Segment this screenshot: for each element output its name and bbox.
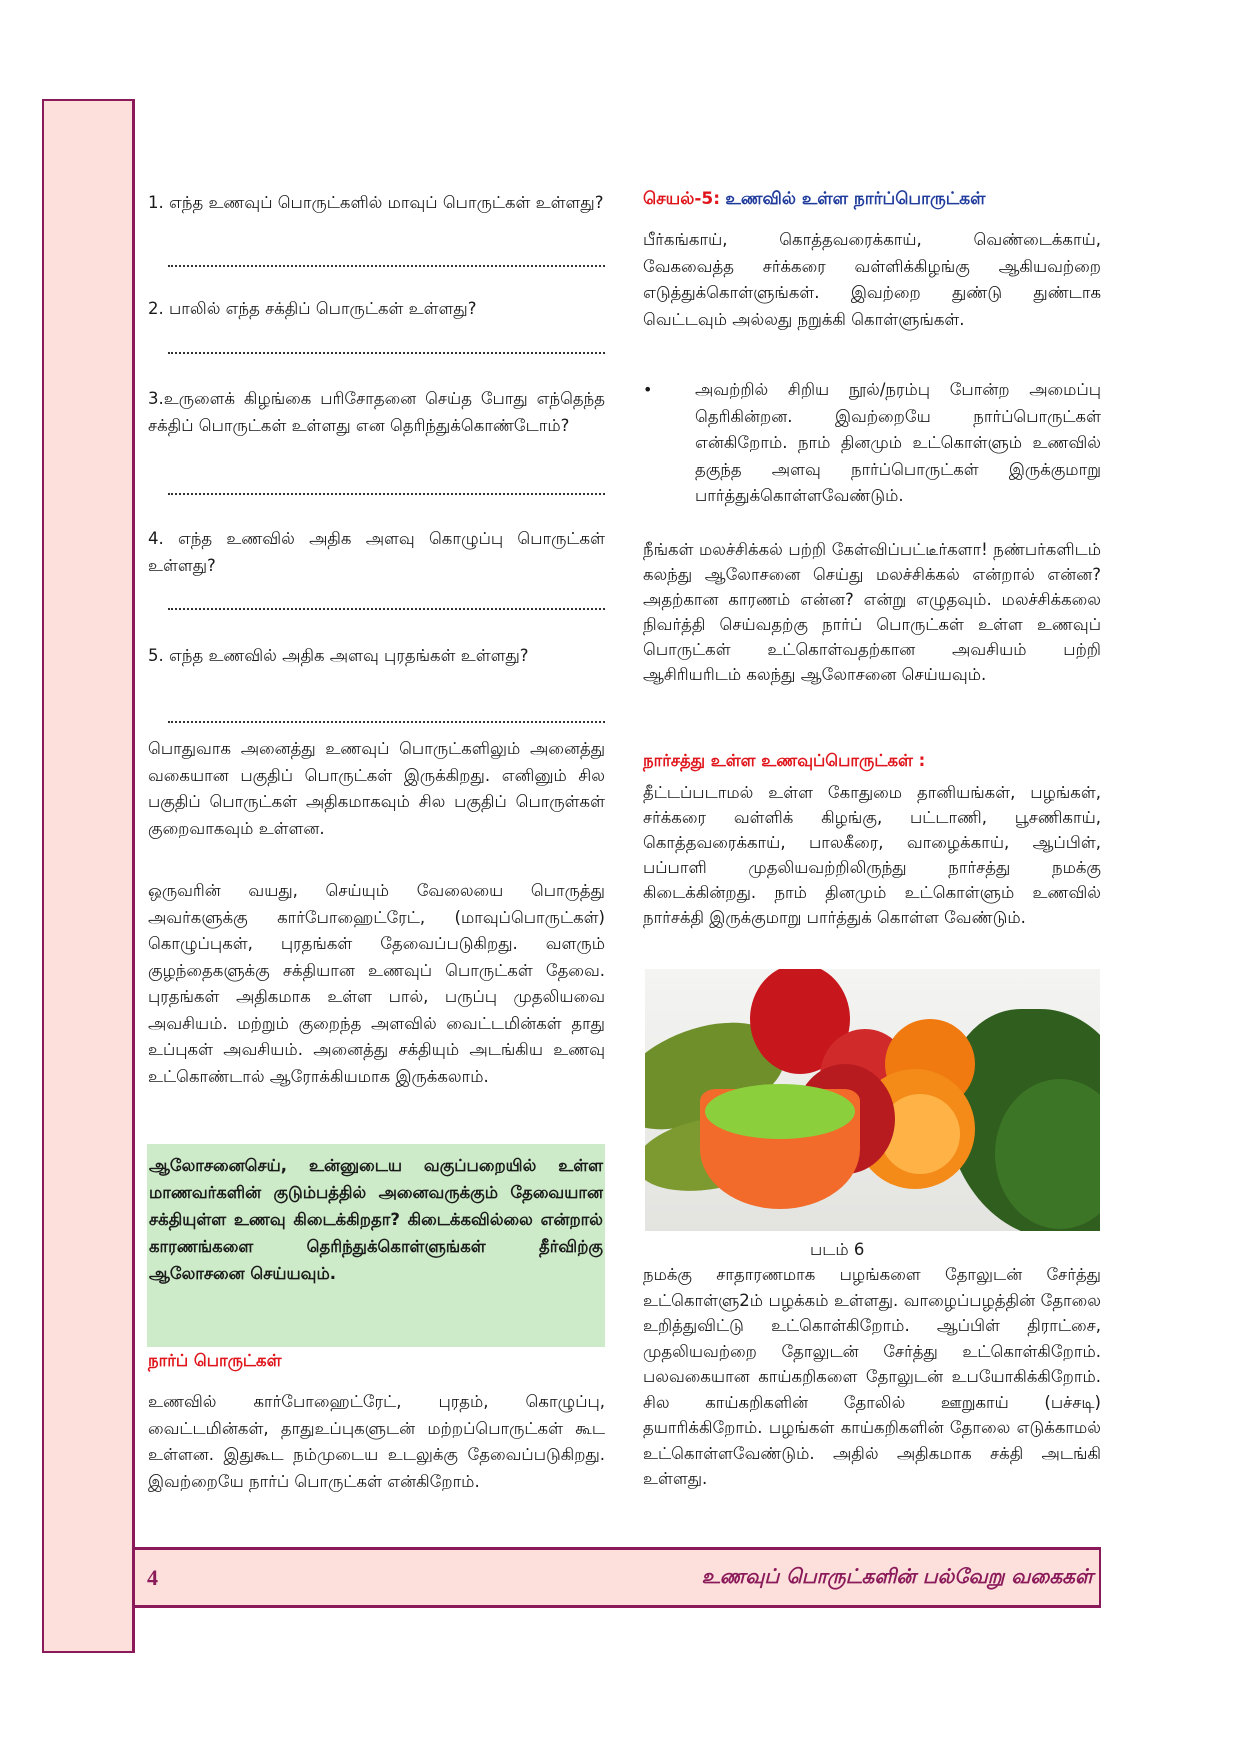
bullet-marker: • <box>643 380 653 399</box>
answer-line-3 <box>168 493 605 495</box>
question-1: 1. எந்த உணவுப் பொருட்களில் மாவுப் பொருட்கள் உள்ளது? <box>148 193 604 212</box>
question-3: 3.உருளைக் கிழங்கை பரிசோதனை செய்த போது எந்தெந்த சக்திப் பொருட்கள் உள்ளது என தெரிந்துக்கொண்டோம்? <box>148 389 605 435</box>
question-4: 4. எந்த உணவில் அதிக அளவு கொழுப்பு பொருட்கள் உள்ளது? <box>148 529 605 575</box>
page-footer <box>135 1547 1101 1608</box>
paragraph-peels: நமக்கு சாதாரணமாக பழங்களை தோலுடன் சேர்த்து உட்கொள்ளு2ம் பழக்கம் உள்ளது. வாழைப்பழத்தின் தோலை உறித்துவிட்டு உட்கொள்கிறோம். ஆப்பிள் திராட்சை, முதலியவற்றை தோலுடன் சேர்த்து உட்கொள்கிறோம். பலவகையான காய்கறிகளை தோலுடன் உபயோகிக்கிறோம். சில காய்கறிகளின் தோலில் ஊறுகாய் (பச்சடி) தயாரிக்கிறோம். பழங்கள் காய்கறிகளின் தோலை எடுக்காமல் உட்கொள்ளவேண்டும். அதில் அதிகமாக சக்தி அடங்கி உள்ளது. <box>643 1265 1101 1488</box>
activity-label: செயல்-5: <box>643 189 721 209</box>
question-5: 5. எந்த உணவில் அதிக அளவு புரதங்கள் உள்ளது? <box>148 646 529 665</box>
bullet-fiber-observation: அவற்றில் சிறிய நூல்/நரம்பு போன்ற அமைப்பு தெரிகின்றன. இவற்றையே நார்ப்பொருட்கள் என்கிறோம். நாம் தினமும் உட்கொள்ளும் உணவில் தகுந்த அளவு நார்ப்பொருட்கள் இருக்குமாறு பார்த்துக்கொள்ளவேண்டும். <box>695 380 1101 505</box>
answer-line-1 <box>168 265 605 267</box>
fruits-vegetables-photo <box>645 969 1100 1231</box>
answer-line-4 <box>168 608 605 610</box>
activity-instructions: பீர்கங்காய், கொத்தவரைக்காய், வெண்டைக்காய், வேகவைத்த சர்க்கரை வள்ளிக்கிழங்கு ஆகியவற்றை எடுத்துக்கொள்ளுங்கள். இவற்றை துண்டு துண்டாக வெட்டவும் அல்லது நறுக்கி கொள்ளுங்கள். <box>643 230 1101 329</box>
activity-heading <box>643 186 1101 213</box>
paragraph-nutrition-needs: ஒருவரின் வயது, செய்யும் வேலையை பொருத்து அவர்களுக்கு கார்போஹைட்ரேட், (மாவுப்பொருட்கள்) கொழுப்புகள், புரதங்கள் தேவைப்படுகிறது. வளரும் குழந்தைகளுக்கு சக்தியான உணவுப் பொருட்கள் தேவை. புரதங்கள் அதிகமாக உள்ள பால், பருப்பு முதலியவை அவசியம். மற்றும் குறைந்த அளவில் வைட்டமின்கள் தாது உப்புகள் அவசியம். அனைத்து சக்தியும் அடங்கிய உணவு உட்கொண்டால் ஆரோக்கியமாக இருக்கலாம். <box>148 881 605 1086</box>
chapter-title: உணவுப் பொருட்களின் பல்வேறு வகைகள் <box>701 1564 1093 1588</box>
page-number: 4 <box>147 1565 158 1590</box>
page-margin-strip <box>42 99 135 1653</box>
paragraph-fiber: உணவில் கார்போஹைட்ரேட், புரதம், கொழுப்பு, வைட்டமின்கள், தாதுஉப்புகளுடன் மற்றப்பொருட்கள் கூட உள்ளன. இதுகூட நம்முடைய உடலுக்கு தேவைப்படுகிறது. இவற்றையே நார்ப் பொருட்கள் என்கிறோம். <box>148 1392 605 1491</box>
answer-line-2 <box>168 352 605 354</box>
question-2: 2. பாலில் எந்த சக்திப் பொருட்கள் உள்ளது? <box>148 299 477 318</box>
figure-caption: படம் 6 <box>810 1240 865 1259</box>
discussion-box: ஆலோசனைசெய், உன்னுடைய வகுப்பறையில் உள்ள மாணவர்களின் குடும்பத்தில் அனைவருக்கும் தேவையான சக்தியுள்ள உணவு கிடைக்கிறதா? கிடைக்கவில்லை என்றால் காரணங்களை தெரிந்துக்கொள்ளுங்கள் தீர்விற்கு ஆலோசனை செய்யவும். <box>147 1144 605 1347</box>
answer-line-5 <box>168 721 605 723</box>
paragraph-components: பொதுவாக அனைத்து உணவுப் பொருட்களிலும் அனைத்து வகையான பகுதிப் பொருட்கள் இருக்கிறது. எனினும் சில பகுதிப் பொருட்கள் அதிகமாகவும் சில பகுதிப் பொருள்கள் குறைவாகவும் உள்ளன. <box>148 739 605 838</box>
section-heading-fiber-foods: நார்சத்து உள்ள உணவுப்பொருட்கள் : <box>643 751 926 770</box>
paragraph-fiber-foods: தீட்டப்படாமல் உள்ள கோதுமை தானியங்கள், பழங்கள், சர்க்கரை வள்ளிக் கிழங்கு, பட்டாணி, பூசணிகாய், கொத்தவரைக்காய், பாலகீரை, வாழைக்காய், ஆப்பிள், பப்பாளி முதலியவற்றிலிருந்து நார்சத்து நமக்கு கிடைக்கின்றது. நாம் தினமும் உட்கொள்ளும் உணவில் நார்சக்தி இருக்குமாறு பார்த்துக் கொள்ள வேண்டும். <box>643 783 1101 927</box>
activity-title: உணவில் உள்ள நார்ப்பொருட்கள் <box>725 189 986 209</box>
section-heading-fiber: நார்ப் பொருட்கள் <box>148 1351 282 1370</box>
paragraph-constipation: நீங்கள் மலச்சிக்கல் பற்றி கேள்விப்பட்டீர்களா! நண்பர்களிடம் கலந்து ஆலோசனை செய்து மலச்சிக்கல் என்றால் என்ன? அதற்கான காரணம் என்ன? என்று எழுதவும். மலச்சிக்கலை நிவர்த்தி செய்வதற்கு நார்ப் பொருட்கள் உள்ள உணவுப் பொருட்கள் உட்கொள்வதற்கான அவசியம் பற்றி ஆசிரியரிடம் கலந்து ஆலோசனை செய்யவும். <box>643 540 1101 684</box>
